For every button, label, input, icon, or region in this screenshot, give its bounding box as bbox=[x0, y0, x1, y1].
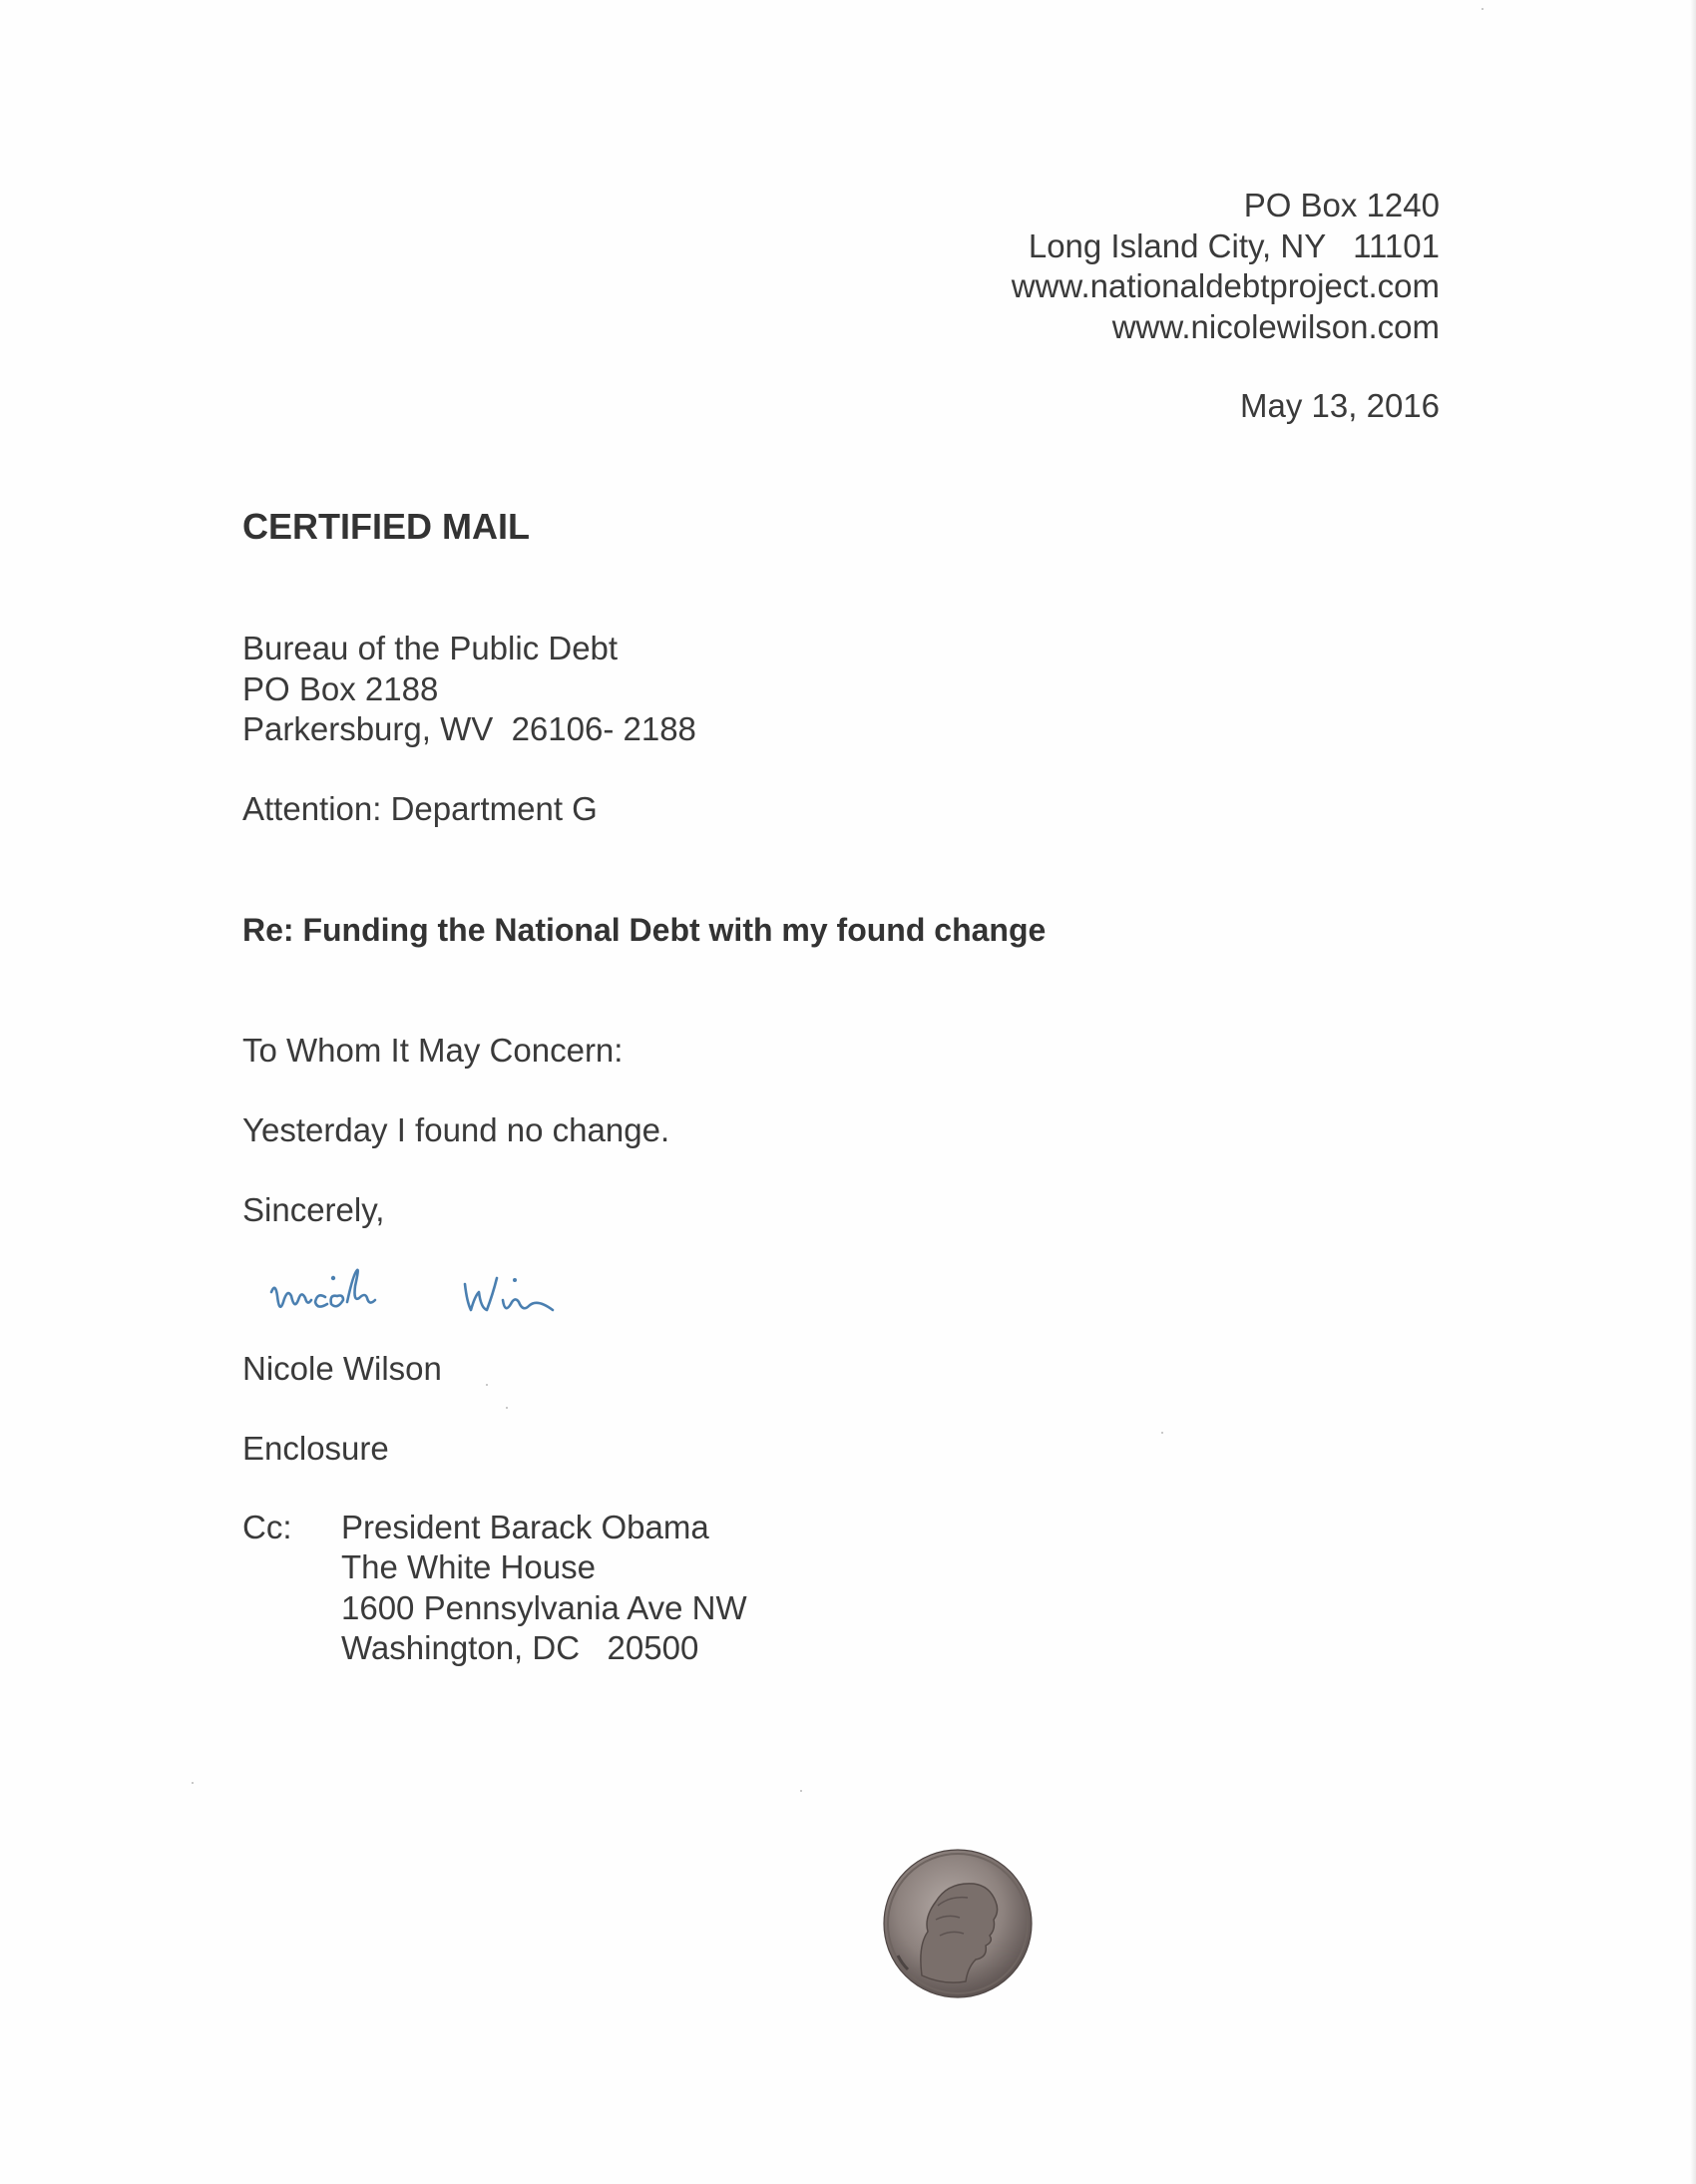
scan-speck bbox=[192, 1782, 194, 1784]
sender-website-personal: www.nicolewilson.com bbox=[1111, 307, 1440, 345]
recipient-name: Bureau of the Public Debt bbox=[242, 630, 619, 666]
salutation: To Whom It May Concern: bbox=[242, 1032, 624, 1069]
sender-address-line2: Long Island City, NY 11101 bbox=[1028, 226, 1440, 264]
cc-address-line3: 1600 Pennsylvania Ave NW bbox=[341, 1589, 747, 1626]
scan-speck bbox=[506, 1407, 508, 1409]
closing: Sincerely, bbox=[242, 1191, 385, 1228]
page-edge-shadow bbox=[1690, 0, 1696, 2184]
recipient-address-line1: PO Box 2188 bbox=[242, 670, 439, 707]
scan-speck bbox=[1161, 1432, 1163, 1434]
scan-speck bbox=[1482, 8, 1484, 10]
penny-coin-image bbox=[878, 1846, 1038, 2005]
cc-address-line4: Washington, DC 20500 bbox=[341, 1629, 699, 1666]
signatory-name: Nicole Wilson bbox=[242, 1350, 442, 1387]
sender-address-block bbox=[1012, 186, 1440, 427]
cc-label: Cc: bbox=[242, 1509, 292, 1545]
body-paragraph: Yesterday I found no change. bbox=[242, 1111, 670, 1148]
letter-date: May 13, 2016 bbox=[1240, 387, 1440, 424]
recipient-address-line2: Parkersburg, WV 26106- 2188 bbox=[242, 710, 696, 747]
sender-address-line1: PO Box 1240 bbox=[1243, 187, 1440, 223]
sender-website-national-debt: www.nationaldebtproject.com bbox=[1011, 267, 1440, 304]
cc-name: President Barack Obama bbox=[341, 1509, 709, 1545]
attention-line: Attention: Department G bbox=[242, 790, 598, 827]
subject-line: Re: Funding the National Debt with my found change bbox=[242, 912, 1047, 948]
cc-address-line2: The White House bbox=[341, 1548, 596, 1585]
delivery-method-heading: CERTIFIED MAIL bbox=[242, 506, 530, 547]
scan-speck bbox=[486, 1384, 488, 1386]
scan-speck bbox=[800, 1790, 802, 1792]
handwritten-signature bbox=[267, 1252, 587, 1332]
enclosure-note: Enclosure bbox=[242, 1430, 389, 1467]
